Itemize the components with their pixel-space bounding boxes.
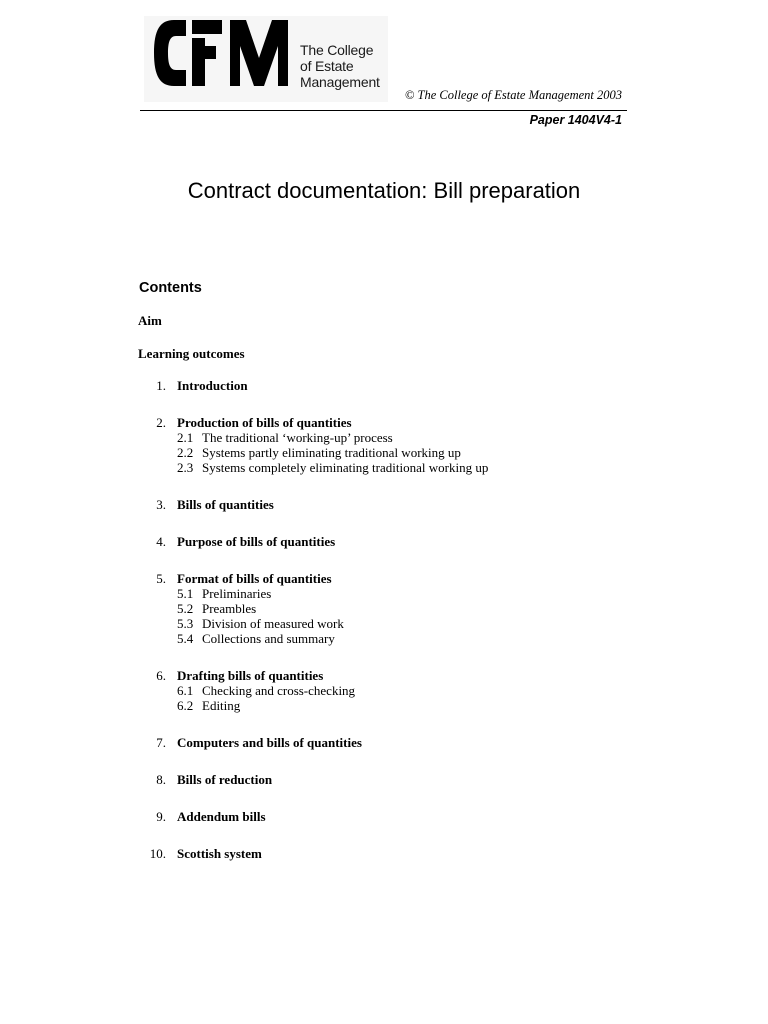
toc-subsection-title: Collections and summary [202,631,335,646]
toc-subsection-title: Systems partly eliminating traditional working up [202,445,461,460]
toc-section [138,809,638,824]
toc-section-title: Introduction [177,378,248,393]
toc-subsection-number: 2.1 [177,430,194,445]
toc-section-title: Production of bills of quantities [177,415,352,430]
toc-section-title: Computers and bills of quantities [177,735,362,750]
toc-section-title: Addendum bills [177,809,266,824]
toc-section [138,571,638,646]
toc-subsection-number: 5.2 [177,601,194,616]
copyright-notice: © The College of Estate Management 2003 [404,88,622,102]
toc-section-title: Format of bills of quantities [177,571,332,586]
toc-subsection-title: Checking and cross-checking [202,683,356,698]
toc-subsection [177,698,638,713]
toc-subsection [177,616,638,631]
toc-subsection-title: The traditional ‘working-up’ process [202,430,393,445]
document-title: Contract documentation: Bill preparation [187,178,581,203]
toc-aim: Aim [138,313,162,328]
toc-section [138,735,638,750]
toc-subsection-number: 5.4 [177,631,194,646]
toc-section [138,378,638,393]
toc-subsection-number: 2.3 [177,460,194,475]
toc-section-title: Scottish system [177,846,262,861]
toc-subsection [177,445,638,460]
college-name-line: of Estate [300,58,354,74]
toc-section-title: Bills of reduction [177,772,273,787]
toc-section-number: 9. [156,809,166,824]
toc-section [138,497,638,512]
toc-section-number: 7. [156,735,166,750]
toc-section-title: Purpose of bills of quantities [177,534,336,549]
toc-section-number: 3. [156,497,166,512]
toc-section-number: 10. [149,846,166,861]
toc-section [138,534,638,549]
toc-subsection-number: 6.2 [177,698,194,713]
toc-section [138,415,638,475]
college-name [300,42,380,90]
toc-subsection-title: Preliminaries [202,586,272,601]
toc-section-number: 6. [156,668,166,683]
header-rule [140,110,627,111]
toc-section-title: Drafting bills of quantities [177,668,324,683]
cem-logo [144,16,388,102]
toc-section [138,668,638,713]
toc-subsection-number: 5.1 [177,586,194,601]
table-of-contents [138,378,638,861]
toc-subsection-number: 2.2 [177,445,194,460]
toc-subsection [177,683,638,698]
toc-subsection-title: Division of measured work [202,616,344,631]
toc-section [138,846,638,861]
college-name-line: Management [300,74,380,90]
toc-section-number: 5. [156,571,166,586]
toc-subsection [177,631,638,646]
toc-section [138,772,638,787]
college-name-line: The College [300,42,374,58]
toc-subsection-title: Systems completely eliminating traditional working up [202,460,489,475]
contents-heading: Contents [139,280,202,296]
toc-subsection-title: Preambles [202,601,257,616]
toc-subsection [177,430,638,445]
paper-reference: Paper 1404V4-1 [529,113,622,127]
cem-logo-mark [152,18,292,88]
toc-section-title: Bills of quantities [177,497,274,512]
toc-subsection-title: Editing [202,698,241,713]
toc-subsection-number: 6.1 [177,683,194,698]
toc-section-number: 8. [156,772,166,787]
toc-subsection [177,601,638,616]
toc-section-number: 1. [156,378,166,393]
toc-subsection-number: 5.3 [177,616,194,631]
toc-section-number: 2. [156,415,166,430]
toc-learning-outcomes: Learning outcomes [138,346,245,361]
toc-subsection [177,460,638,475]
toc-section-number: 4. [156,534,166,549]
toc-subsection [177,586,638,601]
